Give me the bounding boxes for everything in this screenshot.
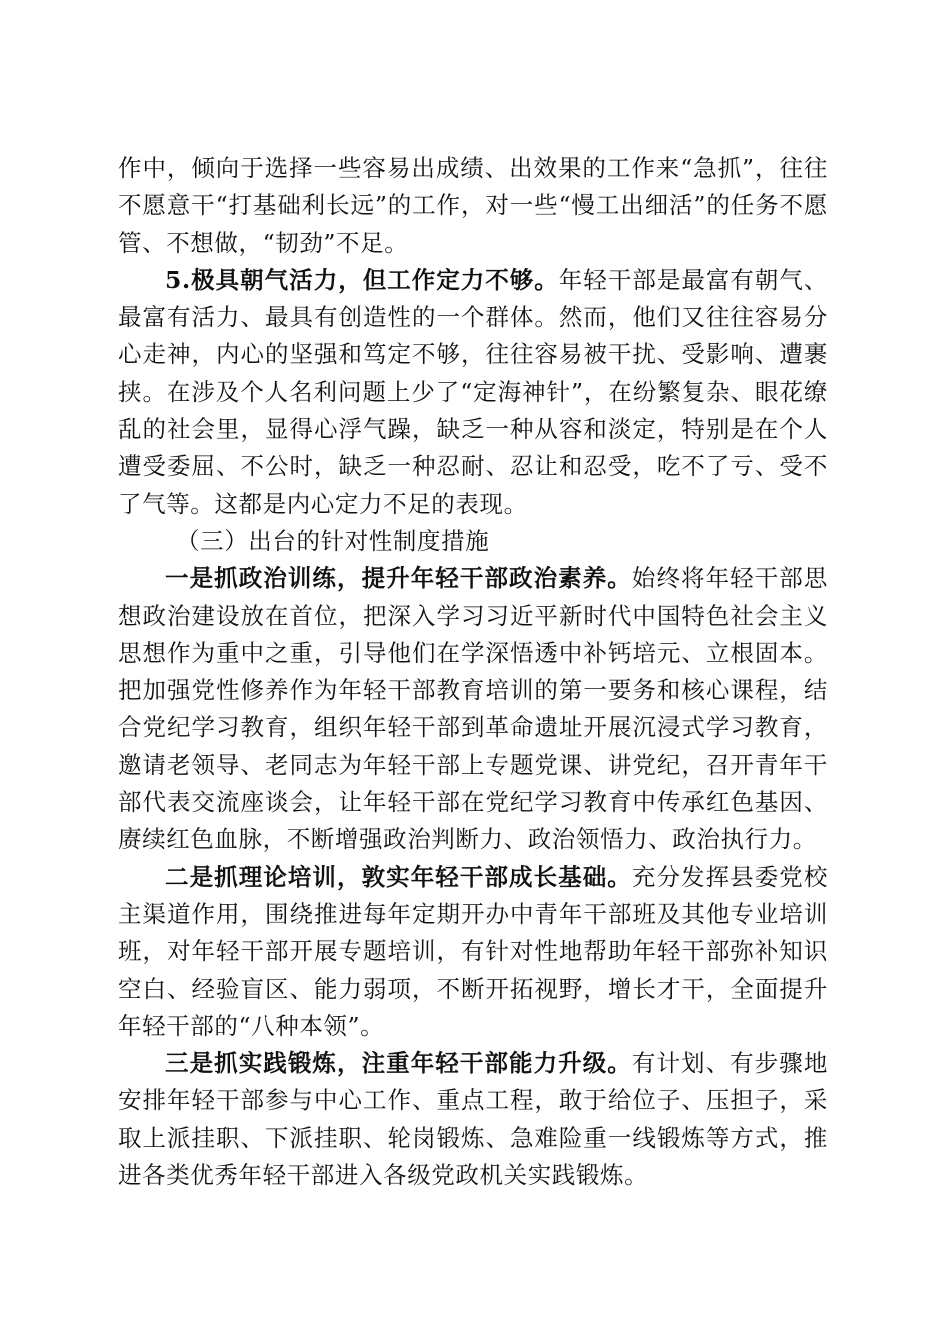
paragraph-measure-1 (118, 560, 828, 858)
section-heading-text: （三）出台的针对性制度措施 (176, 526, 490, 555)
paragraph-measure-2 (118, 859, 828, 1045)
document-page (118, 150, 828, 1194)
paragraph-lead: 二是抓理论培训，敦实年轻干部成长基础。 (165, 862, 632, 891)
section-heading (118, 523, 828, 560)
paragraph-measure-3 (118, 1045, 828, 1194)
paragraph-text: 年轻干部是最富有朝气、最富有活力、最具有创造性的一个群体。然而，他们又往往容易分心走神，内心的坚强和笃定不够，往往容易被干扰、受影响、遭裹挟。在涉及个人名利问题上少了“定海神针”，在纷繁复杂、眼花缭乱的社会里，显得心浮气躁，缺乏一种从容和淡定，特别是在个人遭受委屈、不公时，缺乏一种忍耐、忍让和忍受，吃不了亏、受不了气等。这都是内心定力不足的表现。 (118, 265, 828, 518)
paragraph-lead: 一是抓政治训练，提升年轻干部政治素养。 (165, 564, 632, 593)
paragraph-lead: 5.极具朝气活力，但工作定力不够。 (165, 265, 559, 294)
paragraph-lead: 三是抓实践锻炼，注重年轻干部能力升级。 (165, 1049, 632, 1078)
paragraph-continuation (118, 150, 828, 262)
paragraph-text: 作中，倾向于选择一些容易出成绩、出效果的工作来“急抓”，往往不愿意干“打基础利长远”的工作，对一些“慢工出细活”的任务不愿管、不想做，“韧劲”不足。 (118, 154, 828, 257)
paragraph-text: 充分发挥县委党校主渠道作用，围绕推进每年定期开办中青年干部班及其他专业培训班，对年轻干部开展专题培训，有针对性地帮助年轻干部弥补知识空白、经验盲区、能力弱项，不断开拓视野，增长才干，全面提升年轻干部的“八种本领”。 (118, 862, 828, 1040)
paragraph-point-5 (118, 262, 828, 523)
paragraph-text: 始终将年轻干部思想政治建设放在首位，把深入学习习近平新时代中国特色社会主义思想作为重中之重，引导他们在学深悟透中补钙培元、立根固本。把加强党性修养作为年轻干部教育培训的第一要务和核心课程，结合党纪学习教育，组织年轻干部到革命遗址开展沉浸式学习教育，邀请老领导、老同志为年轻干部上专题党课、讲党纪，召开青年干部代表交流座谈会，让年轻干部在党纪学习教育中传承红色基因、赓续红色血脉，不断增强政治判断力、政治领悟力、政治执行力。 (118, 564, 828, 854)
paragraph-text: 有计划、有步骤地安排年轻干部参与中心工作、重点工程，敢于给位子、压担子，采取上派挂职、下派挂职、轮岗锻炼、急难险重一线锻炼等方式，推进各类优秀年轻干部进入各级党政机关实践锻炼。 (118, 1049, 828, 1190)
